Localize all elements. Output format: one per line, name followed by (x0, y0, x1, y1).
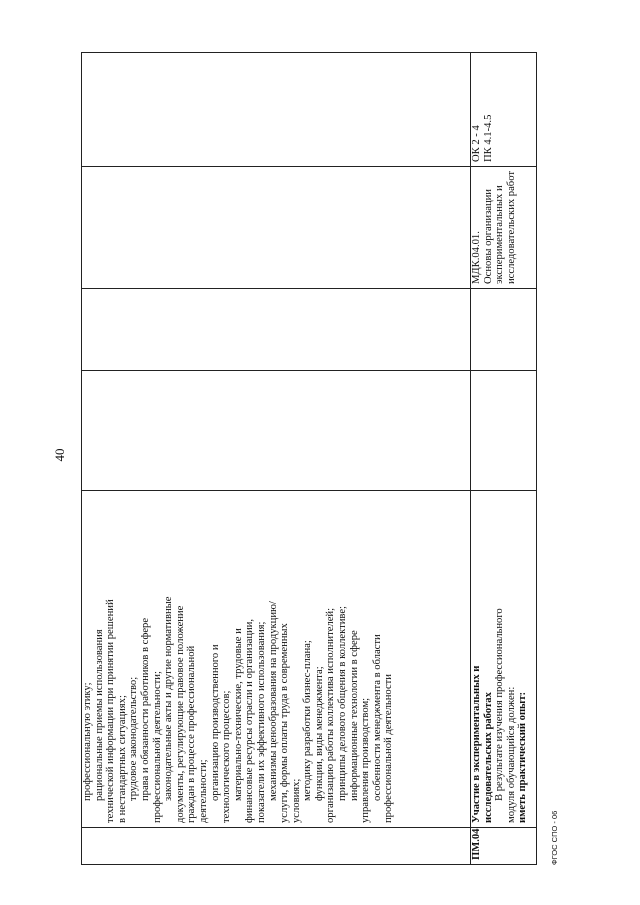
text-line: модуля обучающийся должен: (505, 686, 517, 823)
text-line: ПК 4.1-4.5 (482, 114, 494, 162)
text-line: технической информации при принятии решений (105, 599, 117, 823)
text-line: условиях; (290, 778, 302, 823)
text-line: граждан в процессе профессиональной (186, 645, 198, 823)
text-line: исследовательских работах (482, 692, 494, 823)
text-line: законодательные акты и другие нормативные (163, 596, 175, 801)
text-line: показатели их эффективного использования; (255, 621, 267, 823)
text-line: услуги, формы оплаты труда в современных (279, 623, 291, 823)
rotated-page (50, 45, 570, 865)
text-line: документы, регулирующие правовое положение (174, 605, 186, 823)
text-line: ОК 2 - 4 (471, 125, 482, 162)
text-line: рациональные приемы использования (93, 629, 105, 801)
row1-competence-cell (82, 53, 471, 167)
text-line: информационные технологии в сфере (348, 630, 360, 801)
text-line: особенности менеджмента в области (371, 634, 383, 801)
table-row (471, 53, 537, 865)
row2-totals-cell (471, 289, 537, 371)
text-line: финансовые ресурсы отрасли и организации, (244, 619, 256, 823)
row1-hours-cell (82, 371, 471, 491)
text-line: методику разработки бизнес-плана; (302, 640, 314, 801)
curriculum-table (81, 52, 537, 865)
text-line: профессиональной деятельности (383, 674, 395, 823)
text-line: экспериментальных и (494, 185, 506, 284)
table-row (82, 53, 471, 865)
text-line: профессиональной деятельности; (151, 671, 163, 823)
text-line: в нестандартных ситуациях; (116, 695, 128, 823)
text-line: В результате изучения профессионального (494, 608, 506, 801)
row2-competence-cell (471, 53, 537, 167)
row1-code-cell (82, 828, 471, 865)
text-line: деятельности; (197, 759, 209, 823)
text-line: механизмы ценообразования на продукцию/ (267, 601, 279, 801)
text-line: права и обязанности работников в сфере (139, 617, 151, 801)
text-line: технологического процессов; (221, 690, 233, 823)
text-line: принципы делового общения в коллективе; (337, 606, 349, 801)
text-line: трудовое законодательство; (128, 676, 140, 801)
row1-discipline-cell (82, 167, 471, 289)
row1-totals-cell (82, 289, 471, 371)
row2-code-cell: ПМ.04 (471, 828, 537, 865)
row1-content-cell (82, 491, 471, 828)
text-line: Участие в экспериментальных и (471, 665, 482, 823)
text-line: исследовательских работ (505, 171, 517, 284)
text-line: МДК.04.01. (471, 231, 482, 284)
text-line: управления производством; (360, 697, 372, 823)
text-line: организацию работы коллектива исполнителей; (325, 607, 337, 823)
row2-discipline-cell (471, 167, 537, 289)
text-line: Основы организации (482, 189, 494, 284)
text-line: профессиональную этику; (82, 682, 93, 801)
row2-hours-cell (471, 371, 537, 491)
text-line: функции, виды менеджмента; (313, 666, 325, 801)
row2-content-cell (471, 491, 537, 828)
text-line: иметь практический опыт: (517, 691, 529, 823)
text-line: организацию производственного и (209, 644, 221, 801)
footer-code: ФГОС СПО - 06 (550, 810, 559, 865)
page-number: 40 (52, 448, 67, 462)
text-line: материально-технические, трудовые и (232, 628, 244, 801)
